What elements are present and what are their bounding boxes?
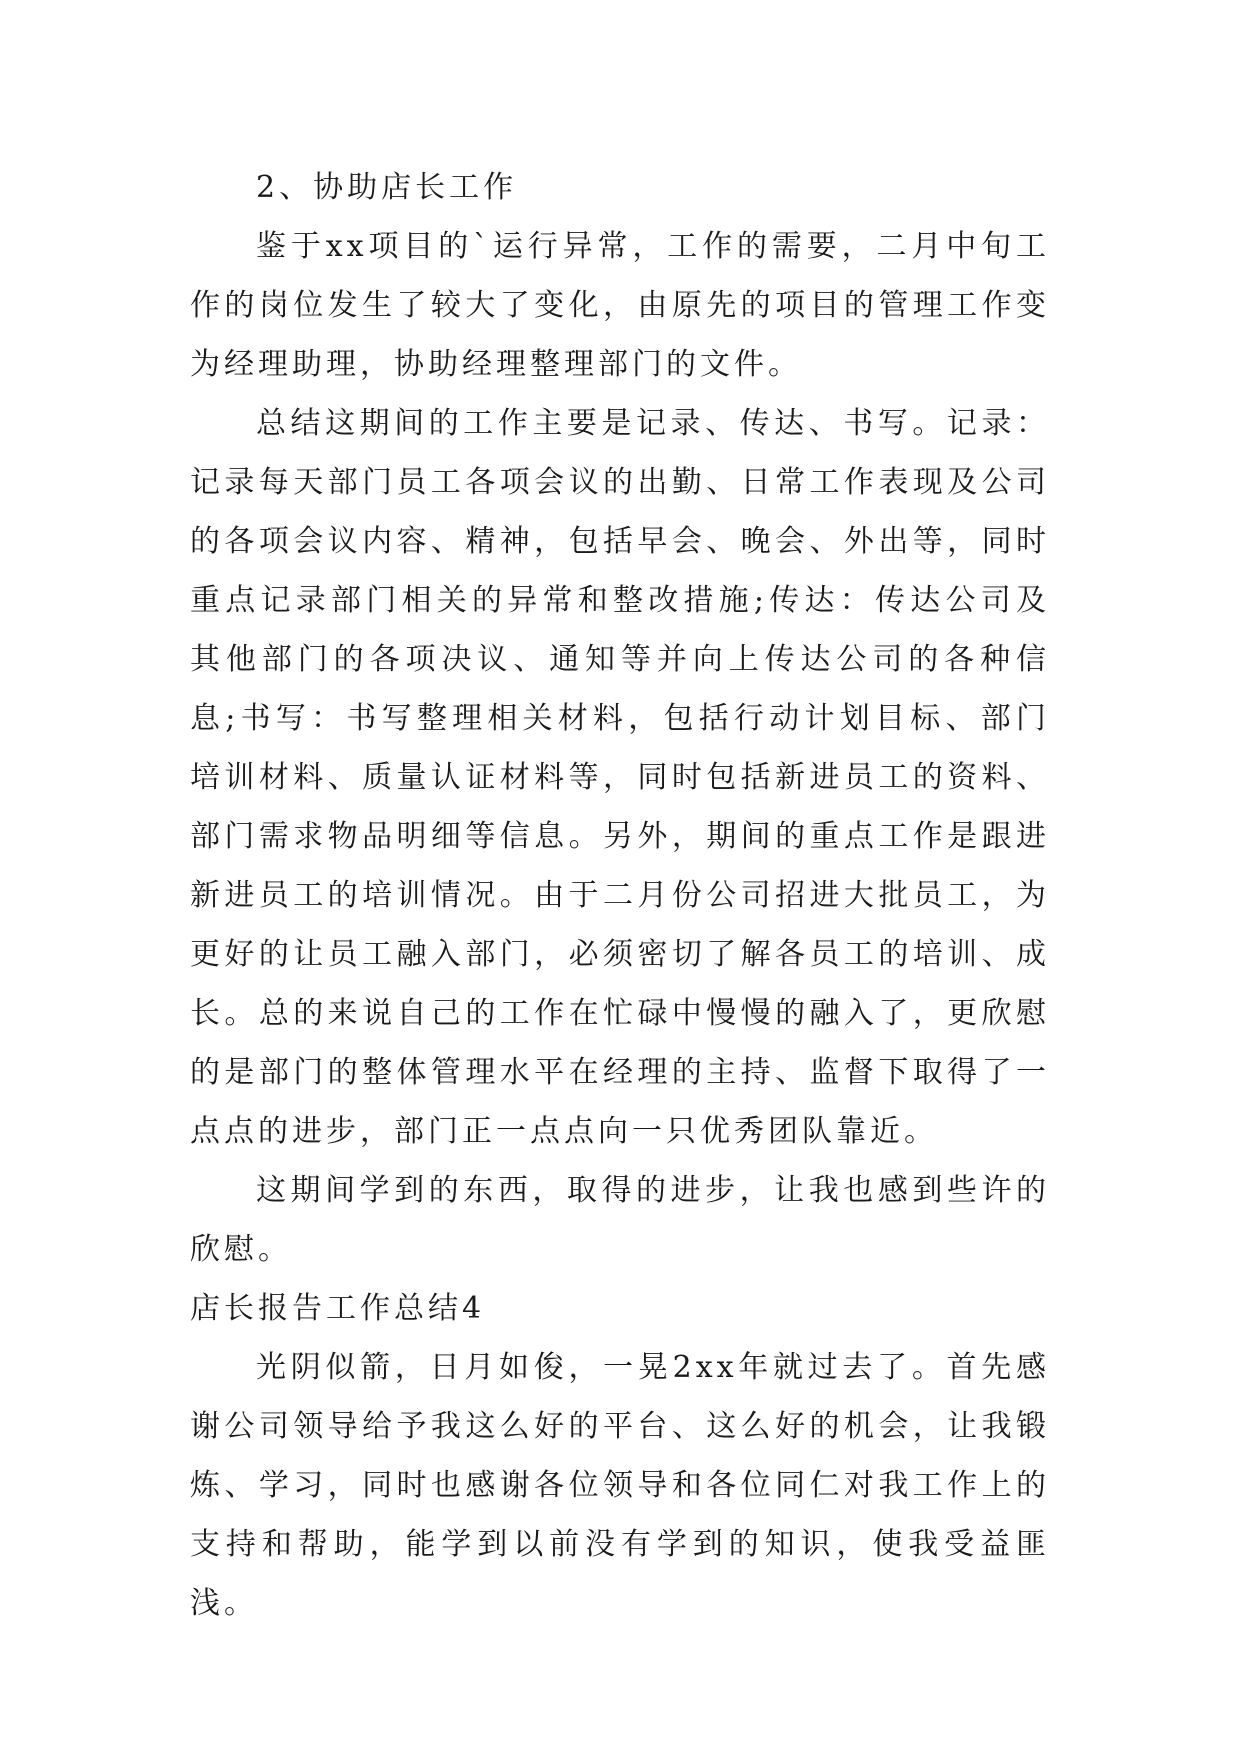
section-heading-summary-4: 店长报告工作总结4 bbox=[190, 1291, 486, 1326]
paragraph-job-change: 鉴于xx项目的`运行异常，工作的需要，二月中旬工作的岗位发生了较大了变化，由原先的项目的管理工作变为经理助理，协助经理整理部门的文件。 bbox=[190, 229, 1050, 382]
paragraph-work-summary: 总结这期间的工作主要是记录、传达、书写。记录：记录每天部门员工各项会议的出勤、日常工作表现及公司的各项会议内容、精神，包括早会、晚会、外出等，同时重点记录部门相关的异常和整改措施;传达：传达公司及其他部门的各项决议、通知等并向上传达公司的各种信息;书写：书写整理相关材料，包括行动计划目标、部门培训材料、质量认证材料等，同时包括新进员工的资料、部门需求物品明细等信息。另外，期间的重点工作是跟进新进员工的培训情况。由于二月份公司招进大批员工，为更好的让员工融入部门，必须密切了解各员工的培训、成长。总的来说自己的工作在忙碌中慢慢的融入了，更欣慰的是部门的整体管理水平在经理的主持、监督下取得了一点点的进步，部门正一点点向一只优秀团队靠近。 bbox=[190, 406, 1050, 1149]
section-item-heading: 2、协助店长工作 bbox=[256, 170, 518, 205]
paragraph-progress: 这期间学到的东西，取得的进步，让我也感到些许的欣慰。 bbox=[190, 1173, 1050, 1267]
paragraph-gratitude: 光阴似箭，日月如俊，一晃2xx年就过去了。首先感谢公司领导给予我这么好的平台、这么好的机会，让我锻炼、学习，同时也感谢各位领导和各位同仁对我工作上的支持和帮助，能学到以前没有学到的知识，使我受益匪浅。 bbox=[190, 1350, 1050, 1621]
document-body bbox=[190, 158, 1050, 1633]
